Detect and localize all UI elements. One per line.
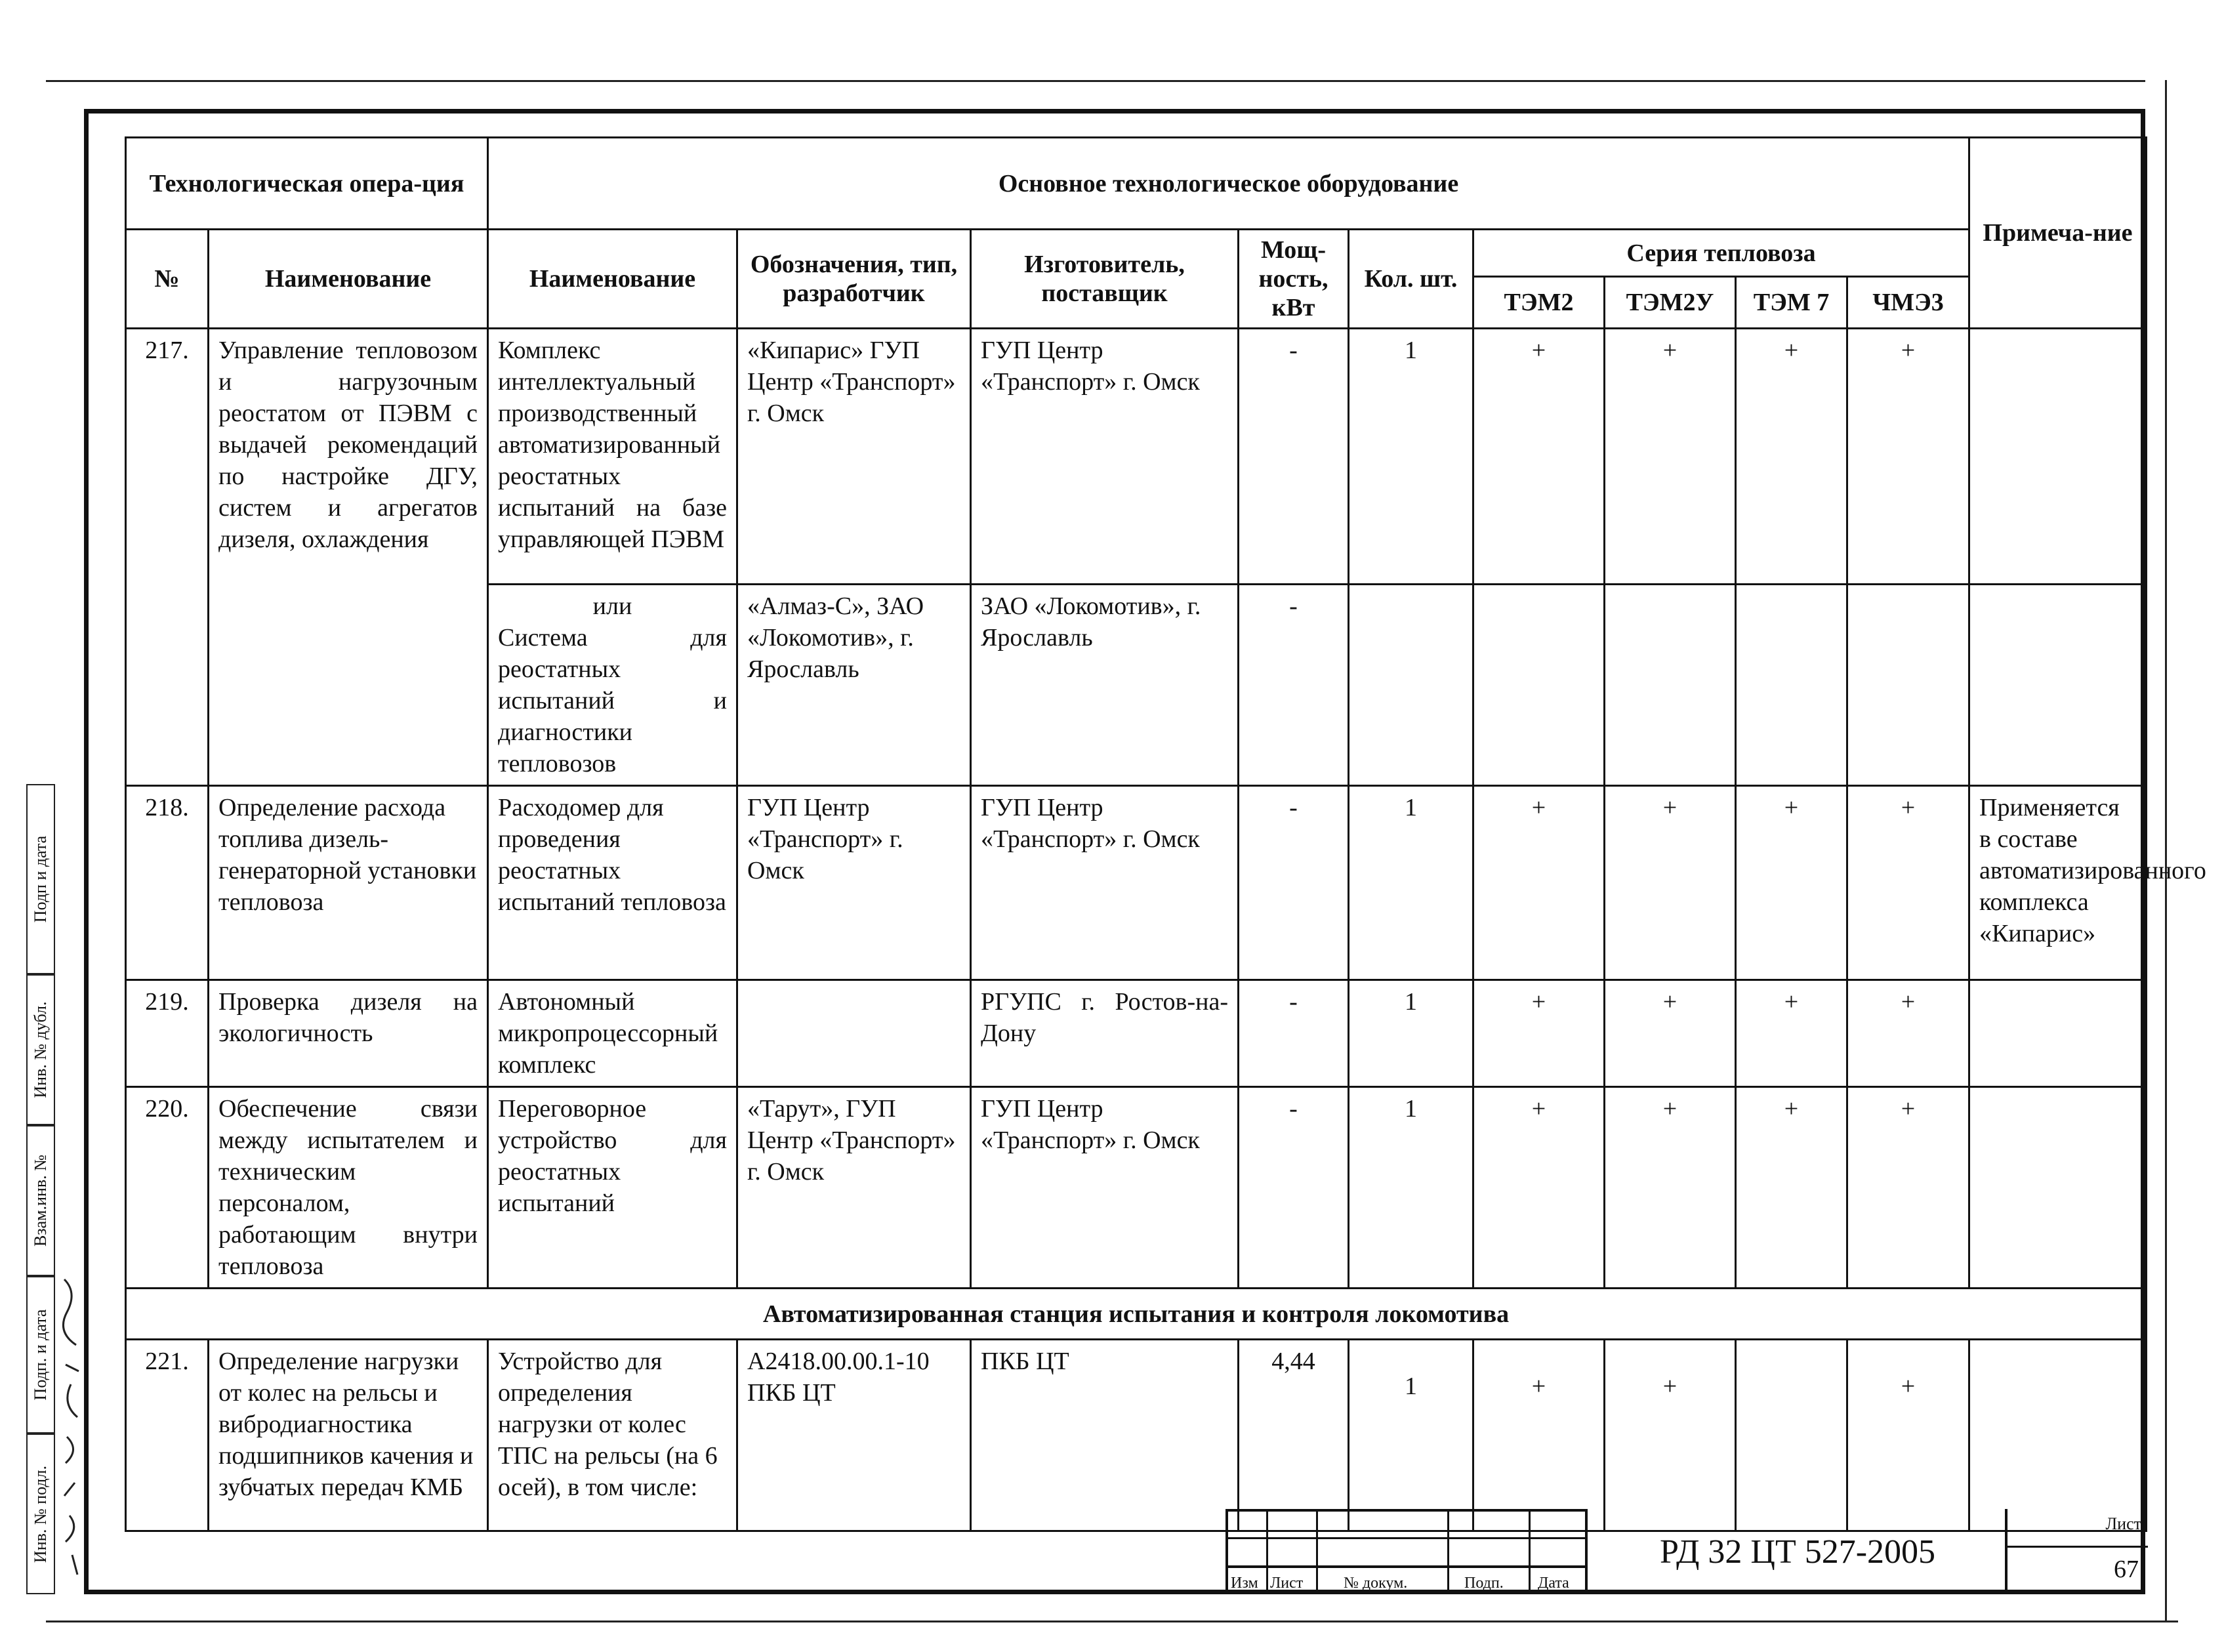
stamp-date: Дата [1538, 1575, 1569, 1592]
header-tech-op: Технологическая опера-ция [126, 138, 488, 230]
row-s4: + [1847, 329, 1969, 585]
title-block [1225, 1509, 2145, 1594]
header-series-tem2u: ТЭМ2У [1605, 277, 1736, 329]
row-s3: + [1736, 329, 1847, 585]
row-note [1969, 329, 2147, 585]
row-qty: 1 [1349, 980, 1473, 1087]
row-note: Применяется в составе автоматизированного комплекса «Кипарис» [1969, 786, 2147, 980]
row-note [1969, 585, 2147, 786]
row-num: 221. [126, 1340, 209, 1531]
side-cell [26, 974, 55, 1125]
row-eq-name-alt: Система для реостатных испытаний и диагностики тепловозов [498, 624, 727, 777]
row-s2: + [1605, 980, 1736, 1087]
row-note [1969, 1087, 2147, 1289]
row-s2 [1605, 585, 1736, 786]
side-cell [26, 1276, 55, 1434]
section-row [126, 1289, 2147, 1340]
row-s4: + [1847, 980, 1969, 1087]
row-operation: Обеспечение связи между испытателем и техническим персоналом, работающим внутри тепловоза [209, 1087, 488, 1289]
header-power: Мощ-ность, кВт [1239, 230, 1349, 329]
revision-grid [1225, 1509, 1588, 1594]
header-num: № [126, 230, 209, 329]
row-operation: Проверка дизеля на экологичность [209, 980, 488, 1087]
row-s4 [1847, 585, 1969, 786]
side-label: Инв. № подл. [31, 1465, 50, 1563]
header-qty: Кол. шт. [1349, 230, 1473, 329]
row-power: - [1239, 1087, 1349, 1289]
row-s3 [1736, 1340, 1847, 1531]
header-designation: Обозначения, тип, разработчик [737, 230, 971, 329]
right-rule [2165, 80, 2167, 1621]
row-power: - [1239, 585, 1349, 786]
sheet-number: 67 [2114, 1556, 2139, 1583]
side-label: Подп. и дата [31, 1309, 50, 1401]
header-series-tem2: ТЭМ2 [1473, 277, 1605, 329]
row-power: - [1239, 786, 1349, 980]
row-designation [737, 980, 971, 1087]
header-op-name: Наименование [209, 230, 488, 329]
header-equipment: Основное технологическое оборудование [488, 138, 1969, 230]
side-label: Подп и дата [31, 835, 50, 923]
stamp-list: Лист [1270, 1575, 1304, 1592]
row-num: 220. [126, 1087, 209, 1289]
row-num: 218. [126, 786, 209, 980]
stamp-sign: Подп. [1464, 1575, 1504, 1592]
row-qty: 1 [1349, 329, 1473, 585]
row-maker: ГУП Центр «Транспорт» г. Омск [971, 786, 1239, 980]
side-cell [26, 1125, 55, 1276]
row-designation: А2418.00.00.1-10 ПКБ ЦТ [737, 1340, 971, 1531]
row-s4: + [1847, 1087, 1969, 1289]
row-operation: Определение расхода топлива дизель-генераторной установки тепловоза [209, 786, 488, 980]
sheet-box [2005, 1509, 2148, 1594]
row-s1: + [1473, 329, 1605, 585]
row-s1: + [1473, 1087, 1605, 1289]
row-s2: + [1605, 1087, 1736, 1289]
side-label: Взам.инв. № [31, 1154, 50, 1247]
table-row [126, 980, 2147, 1087]
equipment-table [125, 136, 2206, 1532]
table-row [126, 786, 2147, 980]
row-qty [1349, 585, 1473, 786]
row-note [1969, 980, 2147, 1087]
stamp-doc-no: № докум. [1344, 1575, 1408, 1592]
row-eq-name: Автономный микропроцессорный комплекс [488, 980, 737, 1087]
row-eq-name: Комплекс интеллектуальный производственный автоматизированный реостатных испытаний на базе управляющей ПЭВМ [488, 329, 737, 585]
sheet-label: Лист [2105, 1514, 2141, 1533]
row-num: 217. [126, 329, 209, 786]
row-qty: 1 [1349, 786, 1473, 980]
row-maker: ГУП Центр «Транспорт» г. Омск [971, 1087, 1239, 1289]
row-eq-name [488, 585, 737, 786]
row-designation: «Кипарис» ГУП Центр «Транспорт» г. Омск [737, 329, 971, 585]
row-maker: ЗАО «Локомотив», г. Ярославль [971, 585, 1239, 786]
side-cell [26, 1434, 55, 1594]
row-s4: + [1847, 1340, 1969, 1531]
side-label: Инв. № дубл. [31, 1001, 50, 1098]
row-s3: + [1736, 1087, 1847, 1289]
row-s3: + [1736, 980, 1847, 1087]
row-power: - [1239, 980, 1349, 1087]
header-eq-name: Наименование [488, 230, 737, 329]
table-row [126, 1340, 2147, 1531]
side-stamp [26, 784, 55, 1594]
row-s1: + [1473, 786, 1605, 980]
row-eq-name: Устройство для определения нагрузки от колес ТПС на рельсы (на 6 осей), в том числе: [488, 1340, 737, 1531]
row-s1: + [1473, 980, 1605, 1087]
row-power: 4,44 [1239, 1340, 1349, 1531]
row-s2: + [1605, 1340, 1736, 1531]
row-maker: РГУПС г. Ростов-на-Дону [971, 980, 1239, 1087]
row-operation: Управление тепловозом и нагрузочным реостатом от ПЭВМ с выдачей рекомендаций по настройке ДГУ, систем и агрегатов дизеля, охлаждения [209, 329, 488, 786]
row-qty: 1 [1349, 1087, 1473, 1289]
table-row [126, 329, 2147, 585]
row-power: - [1239, 329, 1349, 585]
row-eq-or: или [592, 592, 632, 620]
handwritten-signature [58, 1266, 88, 1581]
header-series-tem7: ТЭМ 7 [1736, 277, 1847, 329]
stamp-izm: Изм [1231, 1575, 1258, 1592]
row-s4: + [1847, 786, 1969, 980]
row-maker: ПКБ ЦТ [971, 1340, 1239, 1531]
row-s2: + [1605, 329, 1736, 585]
header-series-chme3: ЧМЭ3 [1847, 277, 1969, 329]
header-series: Серия тепловоза [1473, 230, 1969, 277]
row-s2: + [1605, 786, 1736, 980]
table-row [126, 1087, 2147, 1289]
row-s3: + [1736, 786, 1847, 980]
side-cell [26, 784, 55, 974]
row-designation: «Алмаз-С», ЗАО «Локомотив», г. Ярославль [737, 585, 971, 786]
bottom-rule [46, 1621, 2178, 1622]
row-eq-name: Расходомер для проведения реостатных испытаний тепловоза [488, 786, 737, 980]
top-rule [46, 80, 2145, 82]
row-operation: Определение нагрузки от колес на рельсы и вибродиагностика подшипников качения и зубчатых передач КМБ [209, 1340, 488, 1531]
row-designation: ГУП Центр «Транспорт» г. Омск [737, 786, 971, 980]
row-s3 [1736, 585, 1847, 786]
row-s1 [1473, 585, 1605, 786]
row-num: 219. [126, 980, 209, 1087]
row-eq-name: Переговорное устройство для реостатных испытаний [488, 1087, 737, 1289]
section-title: Автоматизированная станция испытания и контроля локомотива [126, 1289, 2147, 1340]
header-maker: Изготовитель, поставщик [971, 230, 1239, 329]
document-code: РД 32 ЦТ 527-2005 [1585, 1509, 2008, 1594]
header-note: Примеча-ние [1969, 138, 2147, 329]
row-designation: «Тарут», ГУП Центр «Транспорт» г. Омск [737, 1087, 971, 1289]
row-qty: 1 [1349, 1340, 1473, 1531]
row-note [1969, 1340, 2147, 1531]
row-s1: + [1473, 1340, 1605, 1531]
row-maker: ГУП Центр «Транспорт» г. Омск [971, 329, 1239, 585]
